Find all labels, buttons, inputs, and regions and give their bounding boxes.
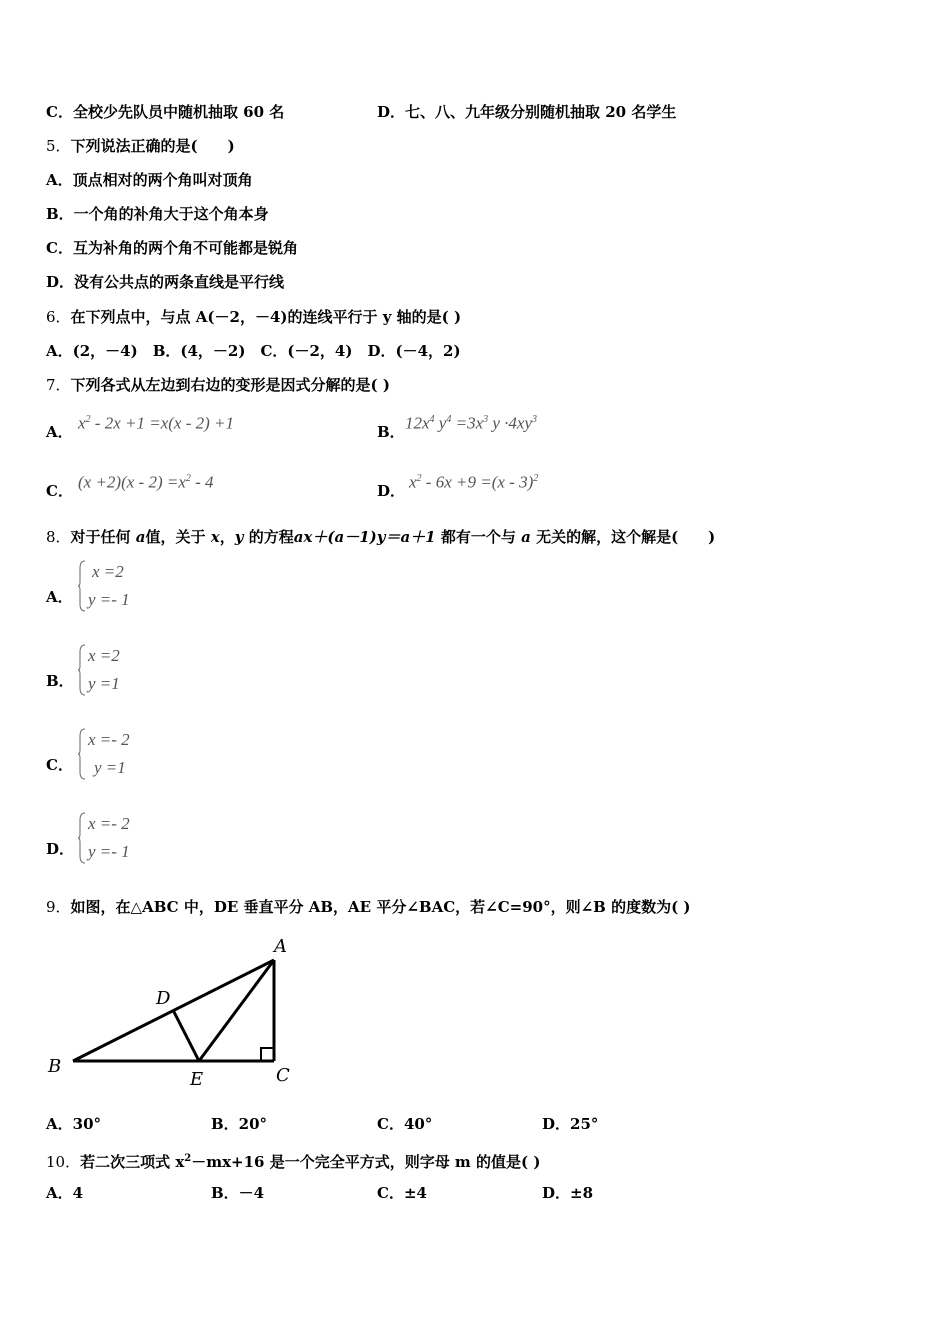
- q8-text-4: 都有一个与: [440, 528, 516, 546]
- q4-option-d: D．七、八、九年级分别随机抽取 20 名学生: [377, 103, 677, 121]
- q8-system-b-eq2: y =1: [88, 674, 120, 693]
- label-b: B: [48, 1056, 62, 1077]
- q10-option-b: B．－4: [211, 1184, 265, 1202]
- q8-var-x: x: [210, 528, 220, 546]
- q8-system-b-eq1: x =2: [88, 646, 120, 665]
- q9-stem: [46, 897, 691, 917]
- right-angle-mark: [261, 1048, 274, 1061]
- brace-icon: [78, 812, 86, 864]
- q8-text-3: 的方程: [248, 528, 294, 546]
- q5-option-d: D．没有公共点的两条直线是平行线: [46, 273, 285, 291]
- q8-system-c: [78, 728, 168, 780]
- label-a: A: [274, 936, 287, 957]
- q8-equation: ax＋(a－1)y＝a＋1: [293, 528, 436, 546]
- q7-formula-c: $(x +2)(x - 2) =x^2 - 4$: [78, 472, 214, 492]
- brace-icon: [78, 728, 86, 780]
- q9-number: 9．: [46, 898, 71, 916]
- q6-number: 6．: [46, 308, 71, 326]
- q10-text-2: －mx+16 是一个完全平方式，则字母 m 的值是( ): [191, 1153, 541, 1171]
- q5-option-a: A．顶点相对的两个角叫对顶角: [46, 171, 253, 189]
- q9-option-b: B．20°: [211, 1115, 268, 1133]
- q8-text-1: 对于任何: [70, 528, 131, 546]
- brace-icon: [78, 560, 86, 612]
- q7-number: 7．: [46, 376, 71, 394]
- q10-superscript: 2: [184, 1153, 192, 1164]
- q8-system-a-eq2: y =- 1: [88, 590, 130, 609]
- q8-system-b: [78, 644, 168, 696]
- q8-var-a2: a: [521, 528, 531, 546]
- q9-text: 如图，在△ABC 中，DE 垂直平分 AB，AE 平分∠BAC，若∠C=90°，则∠B 的度数为( ): [70, 898, 691, 916]
- q8-text-5: 无关的解，这个解是( ): [536, 528, 716, 546]
- q5-stem: [46, 136, 235, 156]
- label-e: E: [190, 1069, 204, 1090]
- q5-text: 下列说法正确的是( ): [70, 137, 235, 155]
- q9-option-a: A．30°: [46, 1115, 102, 1133]
- q7-label-b: B．: [377, 423, 405, 441]
- q10-option-d: D．±8: [542, 1184, 594, 1202]
- q10-option-c: C．±4: [377, 1184, 427, 1202]
- label-c: C: [276, 1065, 290, 1086]
- q9-option-c: C．40°: [377, 1115, 433, 1133]
- q8-label-b: B．: [46, 672, 74, 690]
- q4-option-c: C．全校少先队员中随机抽取 60 名: [46, 103, 285, 121]
- q6-text: 在下列点中，与点 A(－2，－4)的连线平行于 y 轴的是( ): [70, 308, 462, 326]
- q8-var-y: y: [234, 528, 244, 546]
- q8-label-a: A．: [46, 588, 73, 606]
- q7-formula-b: $12x^4$ $y^4 =3x^3$ $y \cdot 4xy^3$: [405, 413, 538, 433]
- triangle-figure: [40, 930, 310, 1090]
- q7-label-a: A．: [46, 423, 73, 441]
- q8-comma: ，: [219, 528, 235, 546]
- q8-system-d-eq2: y =- 1: [88, 842, 130, 861]
- label-d: D: [156, 988, 171, 1009]
- q8-system-d: [78, 812, 168, 864]
- q7-formula-d: $x^2 - 6x +9 =(x - 3)^2$: [409, 472, 539, 492]
- q8-label-c: C．: [46, 756, 73, 774]
- q8-text-2: 值，关于: [145, 528, 206, 546]
- q7-label-c: C．: [46, 482, 73, 500]
- q8-number: 8．: [46, 528, 71, 546]
- segment-de: [173, 1010, 199, 1061]
- q8-system-c-eq2: y =1: [94, 758, 126, 777]
- q10-text-1: 若二次三项式 x: [80, 1153, 185, 1171]
- brace-icon: [78, 644, 86, 696]
- q8-stem: [46, 527, 715, 547]
- q10-number: 10．: [46, 1153, 81, 1171]
- q8-system-c-eq1: x =- 2: [88, 730, 130, 749]
- q8-system-a-eq1: x =2: [92, 562, 124, 581]
- q7-stem: [46, 375, 390, 395]
- q10-option-a: A．4: [46, 1184, 84, 1202]
- q6-options: A．(2，－4) B．(4，－2) C．(－2，4) D．(－4，2): [46, 342, 461, 360]
- q5-option-c: C．互为补角的两个角不可能都是锐角: [46, 239, 298, 257]
- q7-text: 下列各式从左边到右边的变形是因式分解的是( ): [70, 376, 390, 394]
- q8-system-a: [78, 560, 168, 612]
- q6-stem: [46, 307, 461, 327]
- q7-formula-a: $x^2 - 2x +1 =x(x - 2) +1$: [78, 413, 234, 433]
- q8-label-d: D．: [46, 840, 75, 858]
- q5-number: 5．: [46, 137, 71, 155]
- q9-option-d: D．25°: [542, 1115, 599, 1133]
- q8-system-d-eq1: x =- 2: [88, 814, 130, 833]
- q8-var-a: a: [135, 528, 146, 546]
- q10-stem: [46, 1149, 540, 1172]
- q7-label-d: D．: [377, 482, 406, 500]
- q5-option-b: B．一个角的补角大于这个角本身: [46, 205, 269, 223]
- segment-ae: [199, 960, 274, 1061]
